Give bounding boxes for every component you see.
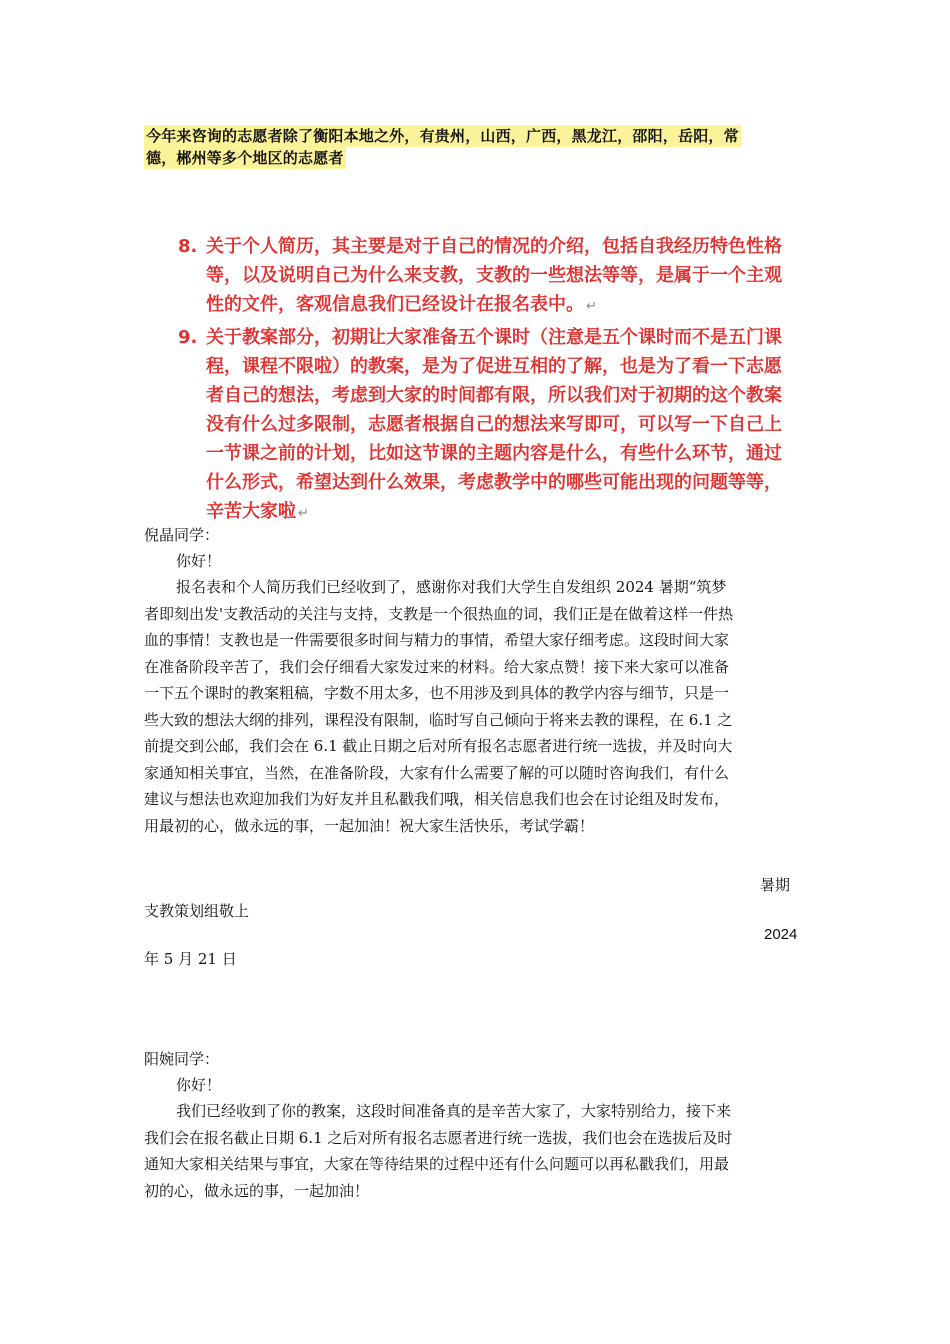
- letter1-body-line: 用最初的心，做永远的事，一起加油！祝大家生活快乐，考试学霸！: [144, 816, 595, 835]
- letter2-salutation: 阳婉同学：: [144, 1050, 220, 1068]
- letter1-body-line: 建议与想法也欢迎加我们为好友并且私戳我们哦，相关信息我们也会在讨论组及时发布，: [144, 790, 730, 808]
- letter1-signature: 支教策划组敬上: [144, 902, 250, 920]
- guideline-line: 程，课程不限啦）的教案，是为了促进互相的了解，也是为了看一下志愿: [206, 356, 782, 377]
- highlighted-notice: [144, 125, 804, 169]
- guideline-line-text: 性的文件，客观信息我们已经设计在报名表中。: [206, 294, 584, 315]
- return-mark-icon: ↵: [586, 299, 597, 314]
- guideline-line: 关于教案部分，初期让大家准备五个课时（注意是五个课时而不是五门课: [206, 327, 782, 348]
- guideline-line: 关于个人简历，其主要是对于自己的情况的介绍，包括自我经历特色性格: [206, 236, 782, 257]
- guideline-line: 什么形式，希望达到什么效果，考虑教学中的哪些可能出现的问题等等，: [206, 472, 782, 493]
- guideline-number: 8.: [178, 236, 198, 257]
- letter2-body-line: 我们已经收到了你的教案，这段时间准备真的是辛苦大家了，大家特别给力，接下来: [176, 1102, 732, 1120]
- notice-line: 德，郴州等多个地区的志愿者: [146, 149, 344, 167]
- letter2-body-line: 我们会在报名截止日期 6.1 之后对所有报名志愿者进行统一选拔，我们也会在选拔后及时: [144, 1128, 733, 1147]
- guideline-line: 没有什么过多限制，志愿者根据自己的想法来写即可，可以写一下自己上: [206, 414, 782, 435]
- notice-line: 今年来咨询的志愿者除了衡阳本地之外，有贵州，山西，广西，黑龙江，邵阳，岳阳，常: [146, 127, 739, 145]
- guideline-number: 9.: [178, 327, 198, 348]
- letter1-body-line: 者即刻出发'支教活动的关注与支持，支教是一个很热血的词，我们正是在做着这样一件热: [144, 604, 734, 623]
- letter1-body-line: 前提交到公邮，我们会在 6.1 截止日期之后对所有报名志愿者进行统一选拔，并及时向大: [144, 737, 733, 755]
- guideline-line-text: 辛苦大家啦: [206, 501, 296, 522]
- guideline-list: [178, 232, 828, 530]
- guideline-line: 者自己的想法，考虑到大家的时间都有限，所以我们对于初期的这个教案: [206, 385, 782, 406]
- guideline-line: 等，以及说明自己为什么来支教，支教的一些想法等等，是属于一个主观: [206, 265, 782, 286]
- guideline-item: [178, 232, 828, 321]
- letter1-body-line: 报名表和个人简历我们已经收到了，感谢你对我们大学生自发组织 2024 暑期“筑梦: [176, 578, 727, 596]
- letter1-date: 年 5 月 21 日: [144, 950, 237, 968]
- letter1-body-line: 些大致的想法大纲的排列，课程没有限制，临时写自己倾向于将来去教的课程，在 6.1 之: [144, 710, 733, 729]
- letter2-body-line: 初的心，做永远的事，一起加油！: [144, 1181, 370, 1200]
- letter1-greeting: 你好！: [176, 552, 222, 570]
- letter1-sign-prefix: 暑期: [760, 876, 791, 894]
- guideline-line: [206, 497, 782, 528]
- return-mark-icon: ↵: [298, 506, 309, 521]
- guideline-line: 一节课之前的计划，比如这节课的主题内容是什么，有些什么环节，通过: [206, 443, 782, 464]
- letter1-salutation: 倪晶同学：: [144, 526, 220, 544]
- letter2-greeting: 你好！: [176, 1076, 222, 1094]
- letter2-body: [144, 1098, 732, 1204]
- letter1-date-year: 2024: [764, 926, 798, 943]
- letter1-body-line: 血的事情！支教也是一件需要很多时间与精力的事情，希望大家仔细考虑。这段时间大家: [144, 631, 730, 649]
- letter1-body: [144, 574, 733, 839]
- letter2-body-line: 通知大家相关结果与事宜，大家在等待结果的过程中还有什么问题可以再私戳我们，用最: [144, 1155, 730, 1173]
- letter1-body-line: 一下五个课时的教案粗稿，字数不用太多，也不用涉及到具体的教学内容与细节，只是一: [144, 684, 730, 702]
- letter1-body-line: 家通知相关事宜，当然，在准备阶段，大家有什么需要了解的可以随时咨询我们，有什么: [144, 763, 730, 782]
- letter1-body-line: 在准备阶段辛苦了，我们会仔细看大家发过来的材料。给大家点赞！接下来大家可以准备: [144, 657, 730, 676]
- guideline-item: [178, 323, 828, 528]
- guideline-line: [206, 290, 782, 321]
